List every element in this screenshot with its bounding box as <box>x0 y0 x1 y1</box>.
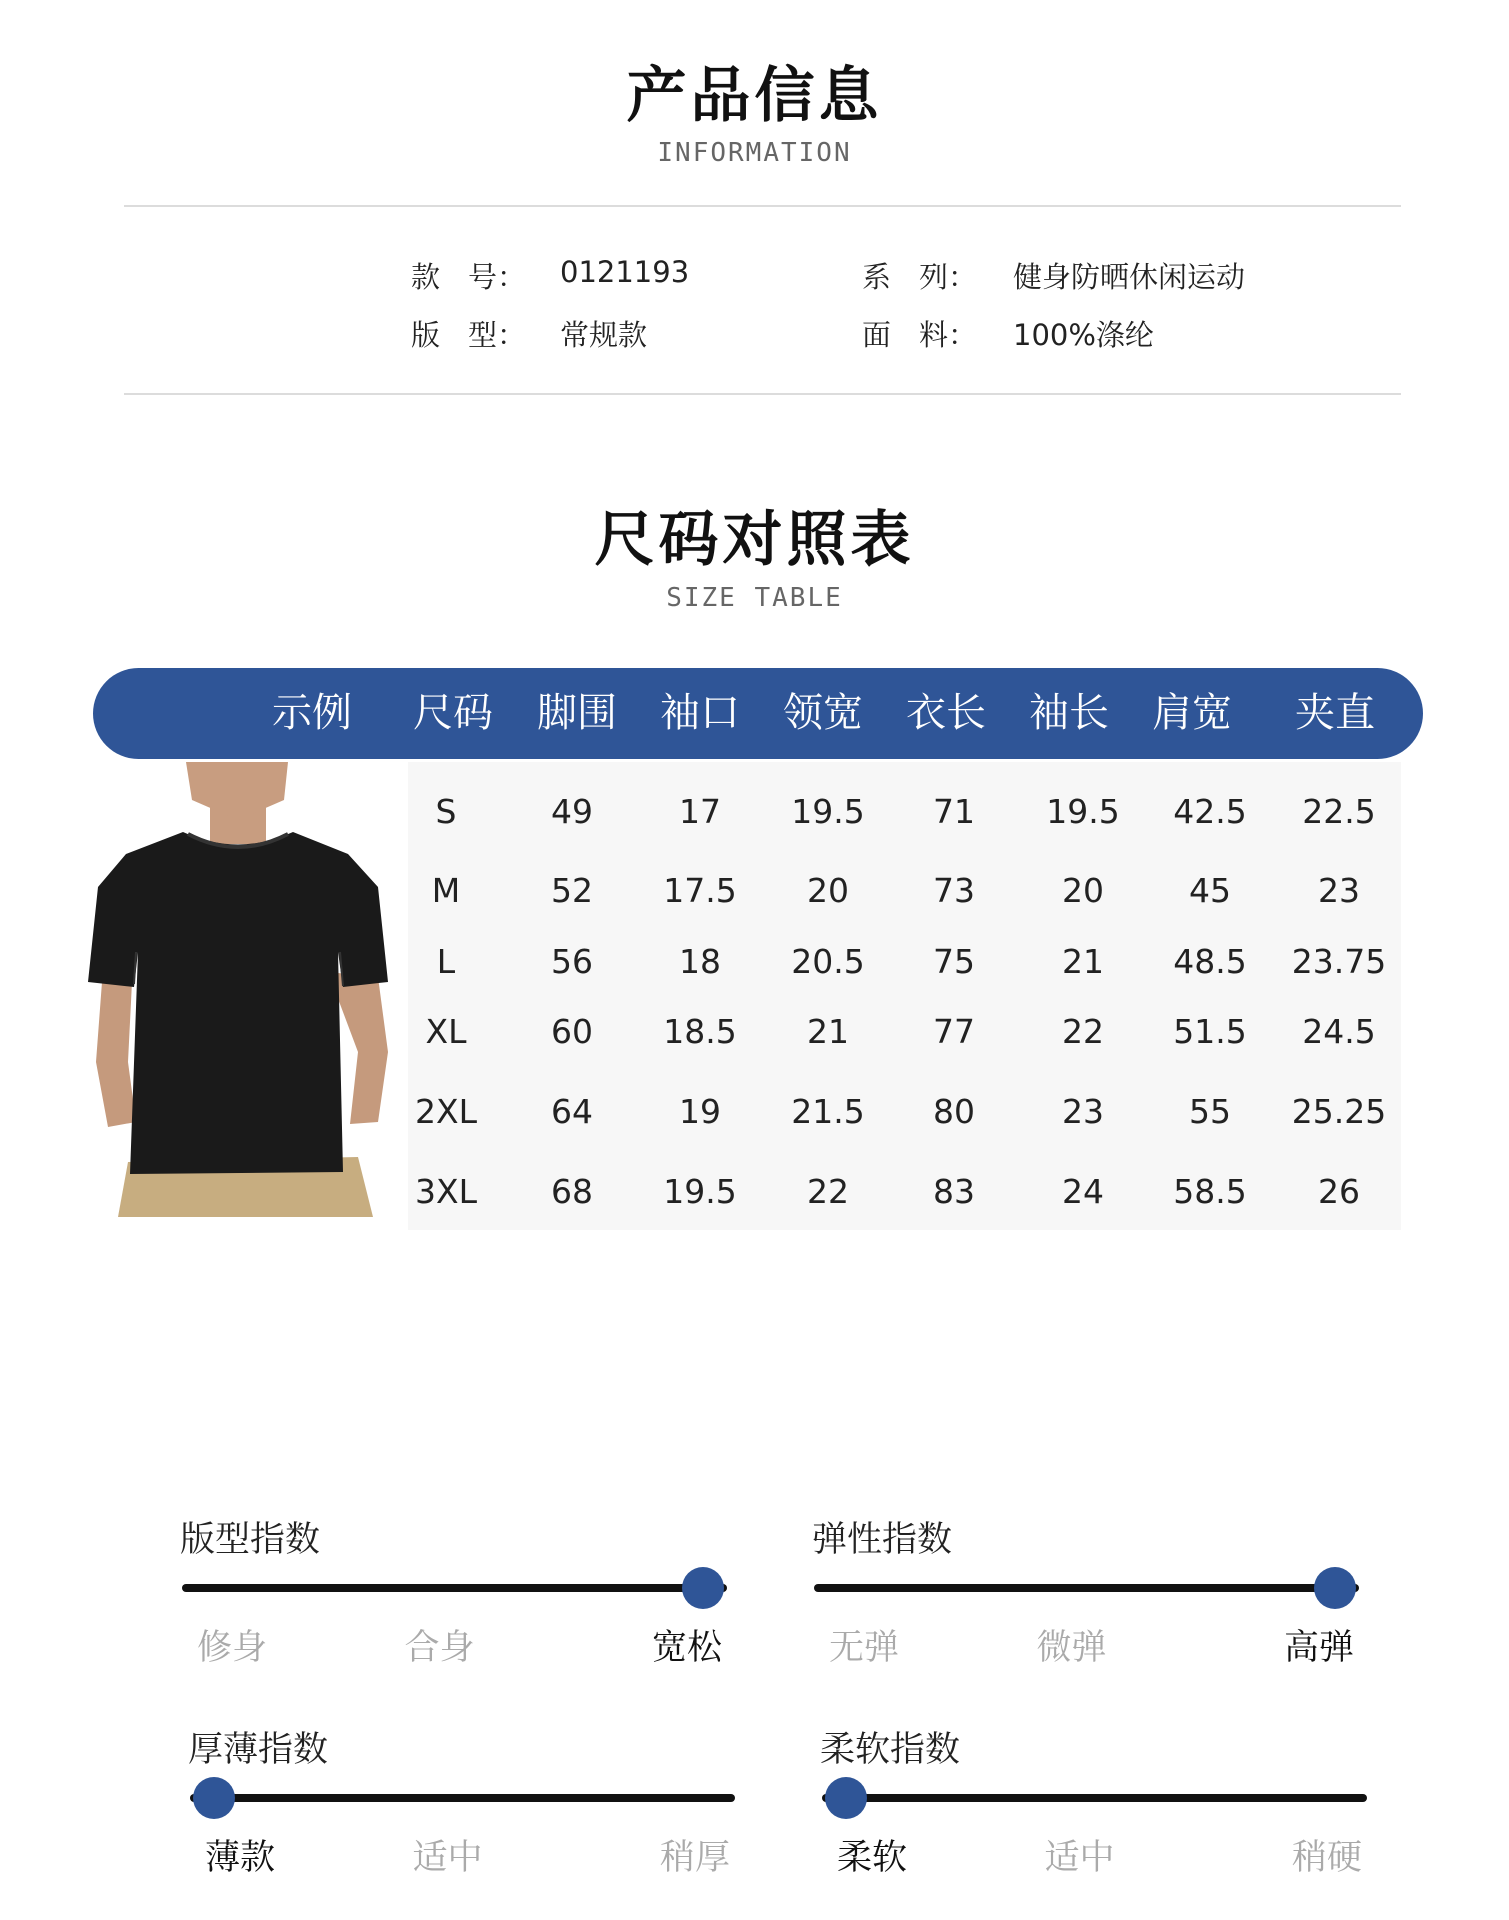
size-value-cell: 52 <box>551 871 593 910</box>
stretch-index-option: 高弹 <box>1283 1628 1354 1668</box>
size-value-cell: 25.25 <box>1291 1092 1387 1131</box>
softness-index-track <box>822 1794 1367 1802</box>
size-value-cell: 22 <box>1062 1012 1104 1051</box>
fit-label: 版 型： <box>411 318 526 352</box>
size-label-cell: 3XL <box>415 1172 477 1211</box>
size-value-cell: 18 <box>679 942 721 981</box>
col-header-neck: 领宽 <box>783 690 863 736</box>
style-no-value: 0121193 <box>560 255 690 289</box>
size-value-cell: 21 <box>807 1012 849 1051</box>
size-value-cell: 23.75 <box>1291 942 1387 981</box>
size-value-cell: 24.5 <box>1302 1012 1376 1051</box>
size-title: 尺码对照表 <box>594 505 915 575</box>
size-value-cell: 21 <box>1062 942 1104 981</box>
info-subtitle: INFORMATION <box>657 138 852 168</box>
size-table-body <box>408 762 1401 1230</box>
size-value-cell: 49 <box>551 792 593 831</box>
size-label-cell: S <box>435 792 457 831</box>
size-value-cell: 20 <box>1062 871 1104 910</box>
size-value-cell: 68 <box>551 1172 593 1211</box>
stretch-index-option: 微弹 <box>1036 1628 1107 1668</box>
size-value-cell: 58.5 <box>1173 1172 1247 1211</box>
model-tshirt-image <box>88 762 406 1217</box>
size-value-cell: 22.5 <box>1302 792 1376 831</box>
size-value-cell: 64 <box>551 1092 593 1131</box>
fabric-value: 100%涤纶 <box>1013 318 1154 352</box>
fabric-label: 面 料： <box>862 318 977 352</box>
col-header-shoulder: 肩宽 <box>1152 690 1232 736</box>
col-header-size: 尺码 <box>413 690 493 736</box>
size-value-cell: 48.5 <box>1173 942 1247 981</box>
info-title: 产品信息 <box>626 61 883 131</box>
divider-bottom <box>124 393 1401 395</box>
thickness-index-title: 厚薄指数 <box>188 1730 329 1770</box>
col-header-armhole: 夹直 <box>1295 690 1375 736</box>
series-value: 健身防晒休闲运动 <box>1013 260 1246 294</box>
size-value-cell: 80 <box>933 1092 975 1131</box>
size-value-cell: 19.5 <box>663 1172 737 1211</box>
size-value-cell: 19.5 <box>791 792 865 831</box>
thickness-index-option: 稍厚 <box>659 1838 730 1878</box>
thickness-index-slider-handle[interactable] <box>193 1777 235 1819</box>
size-value-cell: 60 <box>551 1012 593 1051</box>
size-value-cell: 26 <box>1318 1172 1360 1211</box>
fit-value: 常规款 <box>560 318 648 352</box>
softness-index-option: 稍硬 <box>1291 1838 1362 1878</box>
fit-index-slider-handle[interactable] <box>682 1567 724 1609</box>
size-value-cell: 17 <box>679 792 721 831</box>
size-value-cell: 56 <box>551 942 593 981</box>
stretch-index-track <box>814 1584 1359 1592</box>
col-header-length: 衣长 <box>906 690 986 736</box>
size-value-cell: 17.5 <box>663 871 737 910</box>
size-value-cell: 45 <box>1189 871 1231 910</box>
size-value-cell: 71 <box>933 792 975 831</box>
size-value-cell: 22 <box>807 1172 849 1211</box>
size-subtitle: SIZE TABLE <box>666 583 843 613</box>
thickness-index-option: 适中 <box>412 1838 483 1878</box>
size-value-cell: 20 <box>807 871 849 910</box>
col-header-hem: 脚围 <box>537 690 617 736</box>
fit-index-option: 宽松 <box>651 1628 722 1668</box>
style-no-label: 款 号： <box>411 260 526 294</box>
size-value-cell: 23 <box>1062 1092 1104 1131</box>
size-label-cell: L <box>436 942 456 981</box>
size-value-cell: 19.5 <box>1046 792 1120 831</box>
thickness-index-track <box>190 1794 735 1802</box>
size-value-cell: 19 <box>679 1092 721 1131</box>
softness-index-option: 柔软 <box>836 1838 907 1878</box>
fit-index-option: 修身 <box>196 1628 267 1668</box>
stretch-index-title: 弹性指数 <box>812 1520 953 1560</box>
fit-index-track <box>182 1584 727 1592</box>
size-value-cell: 21.5 <box>791 1092 865 1131</box>
divider-top <box>124 205 1401 207</box>
stretch-index-slider-handle[interactable] <box>1314 1567 1356 1609</box>
fit-index-option: 合身 <box>404 1628 475 1668</box>
size-value-cell: 77 <box>933 1012 975 1051</box>
size-value-cell: 55 <box>1189 1092 1231 1131</box>
col-header-example: 示例 <box>272 690 352 736</box>
size-value-cell: 23 <box>1318 871 1360 910</box>
size-label-cell: M <box>431 871 461 910</box>
size-value-cell: 20.5 <box>791 942 865 981</box>
size-value-cell: 24 <box>1062 1172 1104 1211</box>
size-value-cell: 51.5 <box>1173 1012 1247 1051</box>
size-value-cell: 83 <box>933 1172 975 1211</box>
thickness-index-option: 薄款 <box>204 1838 275 1878</box>
softness-index-slider-handle[interactable] <box>825 1777 867 1819</box>
size-label-cell: 2XL <box>415 1092 477 1131</box>
size-value-cell: 73 <box>933 871 975 910</box>
col-header-cuff: 袖口 <box>660 690 740 736</box>
series-label: 系 列： <box>862 260 977 294</box>
size-value-cell: 18.5 <box>663 1012 737 1051</box>
col-header-sleeve: 袖长 <box>1029 690 1109 736</box>
softness-index-option: 适中 <box>1044 1838 1115 1878</box>
size-label-cell: XL <box>425 1012 467 1051</box>
softness-index-title: 柔软指数 <box>820 1730 961 1770</box>
size-value-cell: 75 <box>933 942 975 981</box>
fit-index-title: 版型指数 <box>180 1520 321 1560</box>
stretch-index-option: 无弹 <box>828 1628 899 1668</box>
size-value-cell: 42.5 <box>1173 792 1247 831</box>
